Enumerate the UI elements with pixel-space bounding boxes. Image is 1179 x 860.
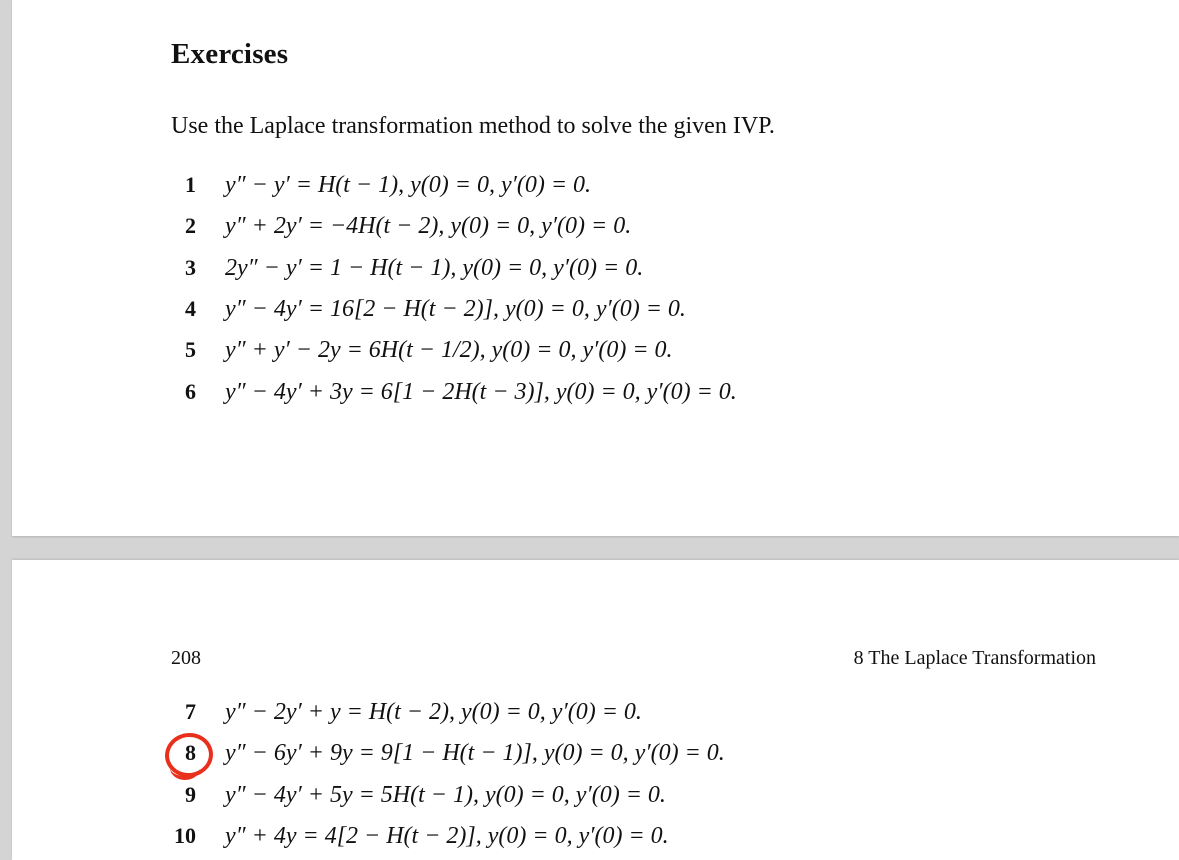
page-number: 208	[171, 647, 201, 669]
section-heading: Exercises	[171, 38, 289, 70]
instructions-text: Use the Laplace transformation method to solve the given IVP.	[171, 113, 775, 139]
document-page-top	[12, 0, 1179, 536]
exercise-equation: y″ + y′ − 2y = 6H(t − 1/2), y(0) = 0, y′(0) = 0.	[225, 337, 673, 363]
document-page-bottom	[12, 560, 1179, 860]
exercise-equation: y″ − 6y′ + 9y = 9[1 − H(t − 1)], y(0) = 0, y′(0) = 0.	[225, 740, 725, 766]
exercise-equation: 2y″ − y′ = 1 − H(t − 1), y(0) = 0, y′(0) = 0.	[225, 255, 644, 281]
red-circle-annotation-tail	[170, 756, 200, 780]
exercise-number: 1	[185, 172, 196, 197]
exercise-number: 10	[174, 823, 196, 848]
exercise-number: 5	[185, 337, 196, 362]
running-header-chapter: 8 The Laplace Transformation	[853, 647, 1096, 669]
exercise-number: 4	[185, 296, 196, 321]
exercise-number: 7	[185, 699, 196, 724]
exercise-equation: y″ − 4y′ + 3y = 6[1 − 2H(t − 3)], y(0) = 0, y′(0) = 0.	[225, 379, 737, 405]
exercise-number: 6	[185, 379, 196, 404]
exercise-equation: y″ − y′ = H(t − 1), y(0) = 0, y′(0) = 0.	[225, 172, 592, 198]
exercise-number: 3	[185, 255, 196, 280]
exercise-equation: y″ − 2y′ + y = H(t − 2), y(0) = 0, y′(0) = 0.	[225, 699, 642, 725]
exercise-number: 2	[185, 213, 196, 238]
exercise-equation: y″ − 4y′ = 16[2 − H(t − 2)], y(0) = 0, y′(0) = 0.	[225, 296, 686, 322]
exercise-number: 9	[185, 782, 196, 807]
exercise-equation: y″ − 4y′ + 5y = 5H(t − 1), y(0) = 0, y′(0) = 0.	[225, 782, 666, 808]
exercise-equation: y″ + 4y = 4[2 − H(t − 2)], y(0) = 0, y′(0) = 0.	[225, 823, 669, 849]
exercise-equation: y″ + 2y′ = −4H(t − 2), y(0) = 0, y′(0) = 0.	[225, 213, 632, 239]
exercise-number: 8	[185, 740, 196, 765]
